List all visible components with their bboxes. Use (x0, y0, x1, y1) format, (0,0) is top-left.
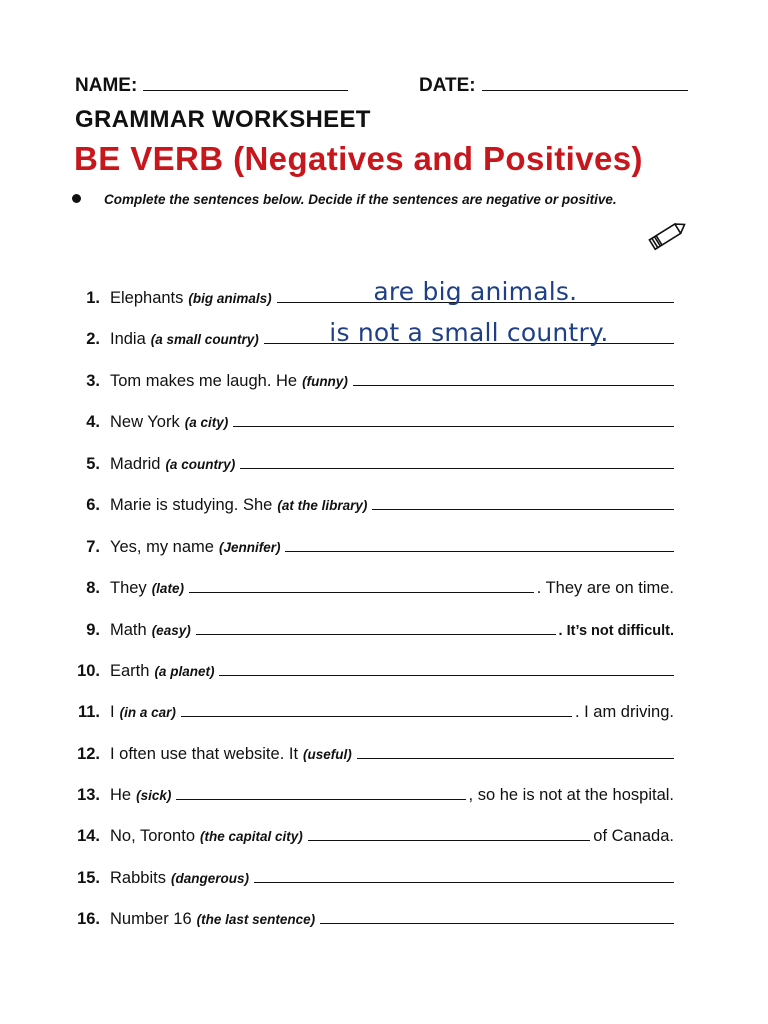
question-hint: (a city) (184, 415, 229, 430)
answer-blank[interactable] (240, 452, 674, 469)
question-row (72, 318, 674, 351)
question-number: 11. (77, 703, 100, 721)
question-text: He (110, 786, 132, 804)
instruction-text: Complete the sentences below. Decide if the sentences are negative or positive. (104, 192, 617, 207)
question-hint: (easy) (151, 623, 191, 638)
question-hint: (Jennifer) (218, 540, 281, 555)
question-trailing-text: . I am driving. (574, 703, 674, 721)
question-row (72, 783, 674, 807)
date-blank-line[interactable] (482, 72, 688, 91)
question-hint: (big animals) (188, 291, 272, 306)
question-number: 15. (77, 869, 100, 887)
question-text: Marie is studying. She (110, 496, 273, 514)
question-hint: (at the library) (277, 498, 368, 513)
worksheet-title: BE VERB (Negatives and Positives) (74, 140, 643, 177)
name-blank-line[interactable] (143, 72, 348, 91)
question-row (72, 493, 674, 517)
question-text: No, Toronto (110, 827, 195, 845)
question-number: 1. (86, 289, 100, 307)
question-trailing-text: of Canada. (593, 827, 674, 845)
question-number: 13. (77, 786, 100, 804)
question-text: Madrid (110, 455, 161, 473)
question-hint: (sick) (136, 788, 172, 803)
question-text: Tom makes me laugh. He (110, 372, 298, 390)
answer-blank[interactable] (219, 659, 674, 676)
question-number: 4. (86, 413, 100, 431)
question-text: New York (110, 413, 180, 431)
question-text: Earth (110, 662, 150, 680)
question-number: 2. (86, 330, 100, 348)
question-number: 12. (77, 745, 100, 763)
question-hint: (the capital city) (200, 829, 303, 844)
question-text: India (110, 330, 146, 348)
answer-blank[interactable] (196, 618, 556, 635)
pencil-icon (644, 218, 690, 254)
question-row (72, 452, 674, 476)
question-row (72, 618, 674, 642)
question-row (72, 535, 674, 559)
answer-blank[interactable] (189, 576, 534, 593)
question-row (72, 277, 674, 310)
question-text: They (110, 579, 147, 597)
date-field[interactable] (419, 72, 688, 97)
question-hint: (in a car) (119, 705, 176, 720)
answer-blank[interactable] (254, 866, 674, 883)
question-number: 3. (86, 372, 100, 390)
question-row (72, 659, 674, 683)
question-text: Elephants (110, 289, 184, 307)
question-row (72, 742, 674, 766)
question-number: 9. (86, 621, 100, 639)
question-row (72, 824, 674, 848)
question-number: 14. (77, 827, 100, 845)
bullet-icon (72, 194, 81, 203)
answer-blank[interactable] (357, 742, 674, 759)
question-hint: (the last sentence) (196, 912, 316, 927)
question-number: 5. (86, 455, 100, 473)
question-hint: (a country) (165, 457, 236, 472)
answer-blank[interactable] (372, 493, 674, 510)
name-label: NAME: (75, 75, 138, 96)
date-label: DATE: (419, 75, 476, 96)
question-text: I (110, 703, 115, 721)
name-field[interactable] (75, 72, 348, 97)
question-hint: (funny) (302, 374, 348, 389)
answer-blank[interactable] (320, 907, 674, 924)
answer-blank[interactable] (181, 700, 572, 717)
question-row (72, 866, 674, 890)
question-row (72, 700, 674, 724)
question-number: 10. (77, 662, 100, 680)
question-hint: (dangerous) (170, 871, 249, 886)
question-number: 6. (86, 496, 100, 514)
question-row (72, 369, 674, 393)
answer-blank[interactable] (264, 318, 674, 347)
question-row (72, 576, 674, 600)
question-trailing-text: . They are on time. (536, 579, 674, 597)
question-hint: (a small country) (150, 332, 259, 347)
answer-blank[interactable] (308, 824, 590, 841)
question-text: Math (110, 621, 147, 639)
question-text: I often use that website. It (110, 745, 299, 763)
answer-blank[interactable] (176, 783, 465, 800)
question-trailing-text: . It’s not difficult. (558, 623, 674, 639)
question-number: 8. (86, 579, 100, 597)
question-hint: (a planet) (154, 664, 215, 679)
question-row (72, 410, 674, 434)
question-number: 16. (77, 910, 100, 928)
answer-blank[interactable] (285, 535, 674, 552)
question-row (72, 907, 674, 931)
question-text: Yes, my name (110, 538, 214, 556)
handwritten-answer: is not a small country. (329, 318, 609, 347)
question-number: 7. (86, 538, 100, 556)
question-hint: (useful) (303, 747, 352, 762)
worksheet-subtitle: GRAMMAR WORKSHEET (75, 106, 371, 133)
question-trailing-text: , so he is not at the hospital. (468, 786, 674, 804)
question-hint: (late) (151, 581, 184, 596)
answer-blank[interactable] (277, 277, 674, 306)
handwritten-answer: are big animals. (373, 277, 578, 306)
question-text: Rabbits (110, 869, 166, 887)
answer-blank[interactable] (353, 369, 674, 386)
header-row (75, 72, 695, 100)
answer-blank[interactable] (233, 410, 674, 427)
question-text: Number 16 (110, 910, 192, 928)
